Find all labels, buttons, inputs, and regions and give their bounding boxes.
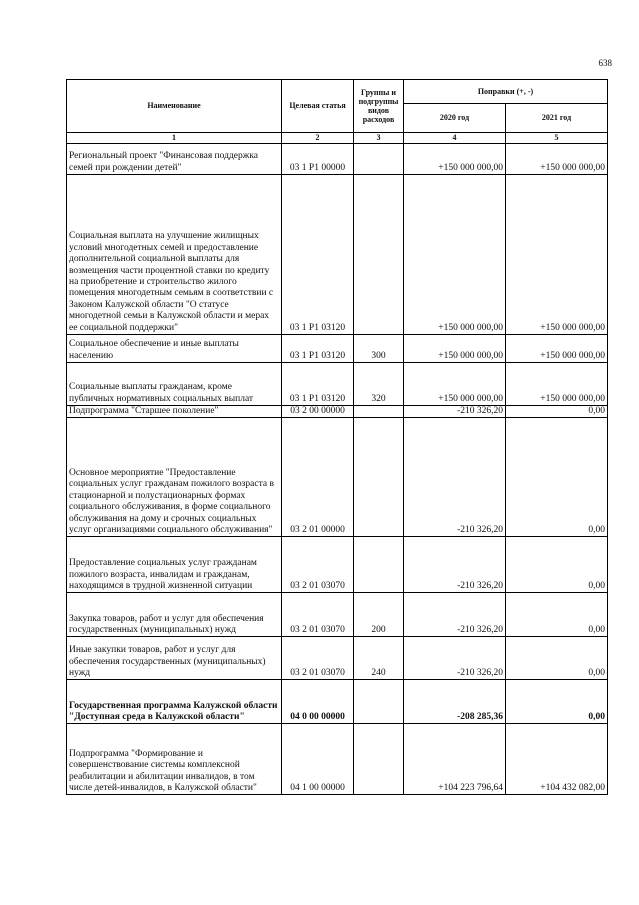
row-group <box>354 537 404 593</box>
row-amount-2021: +150 000 000,00 <box>506 144 608 175</box>
row-name: Социальная выплата на улучшение жилищных условий многодетных семей и предоставление дополнительной социальной выплаты для возмещения части процентной ставки по кредиту на приобретение и строительство жилого помещения многодетным семьям в соответствии с Законом Калужской области "О статусе многодетной семьи в Калужской области и мерах ее социальной поддержки" <box>67 175 282 335</box>
row-amount-2021: +150 000 000,00 <box>506 335 608 363</box>
row-name: Предоставление социальных услуг гражданам пожилого возраста, инвалидам и гражданам, находящимся в трудной жизненной ситуации <box>67 537 282 593</box>
row-target-code: 03 2 01 03070 <box>282 537 354 593</box>
row-group: 300 <box>354 335 404 363</box>
row-group: 320 <box>354 363 404 406</box>
row-target-code: 04 1 00 00000 <box>282 724 354 795</box>
row-name: Закупка товаров, работ и услуг для обеспечения государственных (муниципальных) нужд <box>67 593 282 637</box>
column-number: 4 <box>404 133 506 144</box>
row-group <box>354 175 404 335</box>
row-target-code: 03 2 00 00000 <box>282 406 354 418</box>
row-name: Социальные выплаты гражданам, кроме публичных нормативных социальных выплат <box>67 363 282 406</box>
row-amount-2020: -208 285,36 <box>404 680 506 724</box>
row-amount-2020: -210 326,20 <box>404 593 506 637</box>
row-amount-2020: -210 326,20 <box>404 637 506 680</box>
column-number: 3 <box>354 133 404 144</box>
row-amount-2020: -210 326,20 <box>404 537 506 593</box>
table-row <box>67 175 608 335</box>
column-number: 5 <box>506 133 608 144</box>
row-group <box>354 406 404 418</box>
table-row <box>67 418 608 537</box>
table-row <box>67 537 608 593</box>
row-amount-2021: +150 000 000,00 <box>506 175 608 335</box>
header-amendments: Поправки (+, -) <box>404 80 608 104</box>
column-number: 1 <box>67 133 282 144</box>
row-amount-2020: -210 326,20 <box>404 406 506 418</box>
table-row <box>67 680 608 724</box>
row-amount-2020: +150 000 000,00 <box>404 335 506 363</box>
row-group <box>354 680 404 724</box>
row-group <box>354 144 404 175</box>
table-row <box>67 724 608 795</box>
row-group <box>354 724 404 795</box>
row-target-code: 03 1 P1 03120 <box>282 175 354 335</box>
row-amount-2021: +150 000 000,00 <box>506 363 608 406</box>
row-name: Государственная программа Калужской области "Доступная среда в Калужской области" <box>67 680 282 724</box>
column-number: 2 <box>282 133 354 144</box>
row-amount-2021: 0,00 <box>506 418 608 537</box>
table-row <box>67 406 608 418</box>
row-name: Основное мероприятие "Предоставление социальных услуг гражданам пожилого возраста в стационарной и полустационарных формах социального обслуживания, в форме социального обслуживания на дому и срочных социальных услуг организациями социального обслуживания" <box>67 418 282 537</box>
row-amount-2021: 0,00 <box>506 593 608 637</box>
row-name: Региональный проект "Финансовая поддержка семей при рождении детей" <box>67 144 282 175</box>
row-amount-2020: +150 000 000,00 <box>404 175 506 335</box>
row-amount-2020: +150 000 000,00 <box>404 363 506 406</box>
row-group <box>354 418 404 537</box>
row-amount-2021: 0,00 <box>506 406 608 418</box>
header-target: Целевая статья <box>282 80 354 133</box>
row-group: 200 <box>354 593 404 637</box>
header-groups: Группы и подгруппы видов расходов <box>354 80 404 133</box>
table-row <box>67 335 608 363</box>
row-amount-2020: +104 223 796,64 <box>404 724 506 795</box>
table-row <box>67 363 608 406</box>
row-amount-2021: 0,00 <box>506 637 608 680</box>
header-year-2020: 2020 год <box>404 104 506 133</box>
page-number: 638 <box>598 58 612 68</box>
table-row <box>67 637 608 680</box>
table-row <box>67 144 608 175</box>
row-target-code: 03 1 P1 00000 <box>282 144 354 175</box>
budget-amendments-table <box>66 79 608 795</box>
header-year-2021: 2021 год <box>506 104 608 133</box>
row-name: Социальное обеспечение и иные выплаты населению <box>67 335 282 363</box>
row-amount-2021: +104 432 082,00 <box>506 724 608 795</box>
row-name: Подпрограмма "Формирование и совершенствование системы комплексной реабилитации и абилитации инвалидов, в том числе детей-инвалидов, в Калужской области" <box>67 724 282 795</box>
row-amount-2020: +150 000 000,00 <box>404 144 506 175</box>
row-group: 240 <box>354 637 404 680</box>
row-target-code: 03 1 P1 03120 <box>282 335 354 363</box>
row-amount-2021: 0,00 <box>506 537 608 593</box>
row-amount-2021: 0,00 <box>506 680 608 724</box>
row-name: Иные закупки товаров, работ и услуг для обеспечения государственных (муниципальных) нужд <box>67 637 282 680</box>
row-target-code: 03 2 01 03070 <box>282 637 354 680</box>
row-amount-2020: -210 326,20 <box>404 418 506 537</box>
row-target-code: 04 0 00 00000 <box>282 680 354 724</box>
row-target-code: 03 2 01 00000 <box>282 418 354 537</box>
header-name: Наименование <box>67 80 282 133</box>
row-target-code: 03 1 P1 03120 <box>282 363 354 406</box>
row-target-code: 03 2 01 03070 <box>282 593 354 637</box>
row-name: Подпрограмма "Старшее поколение" <box>67 406 282 418</box>
table-row <box>67 593 608 637</box>
